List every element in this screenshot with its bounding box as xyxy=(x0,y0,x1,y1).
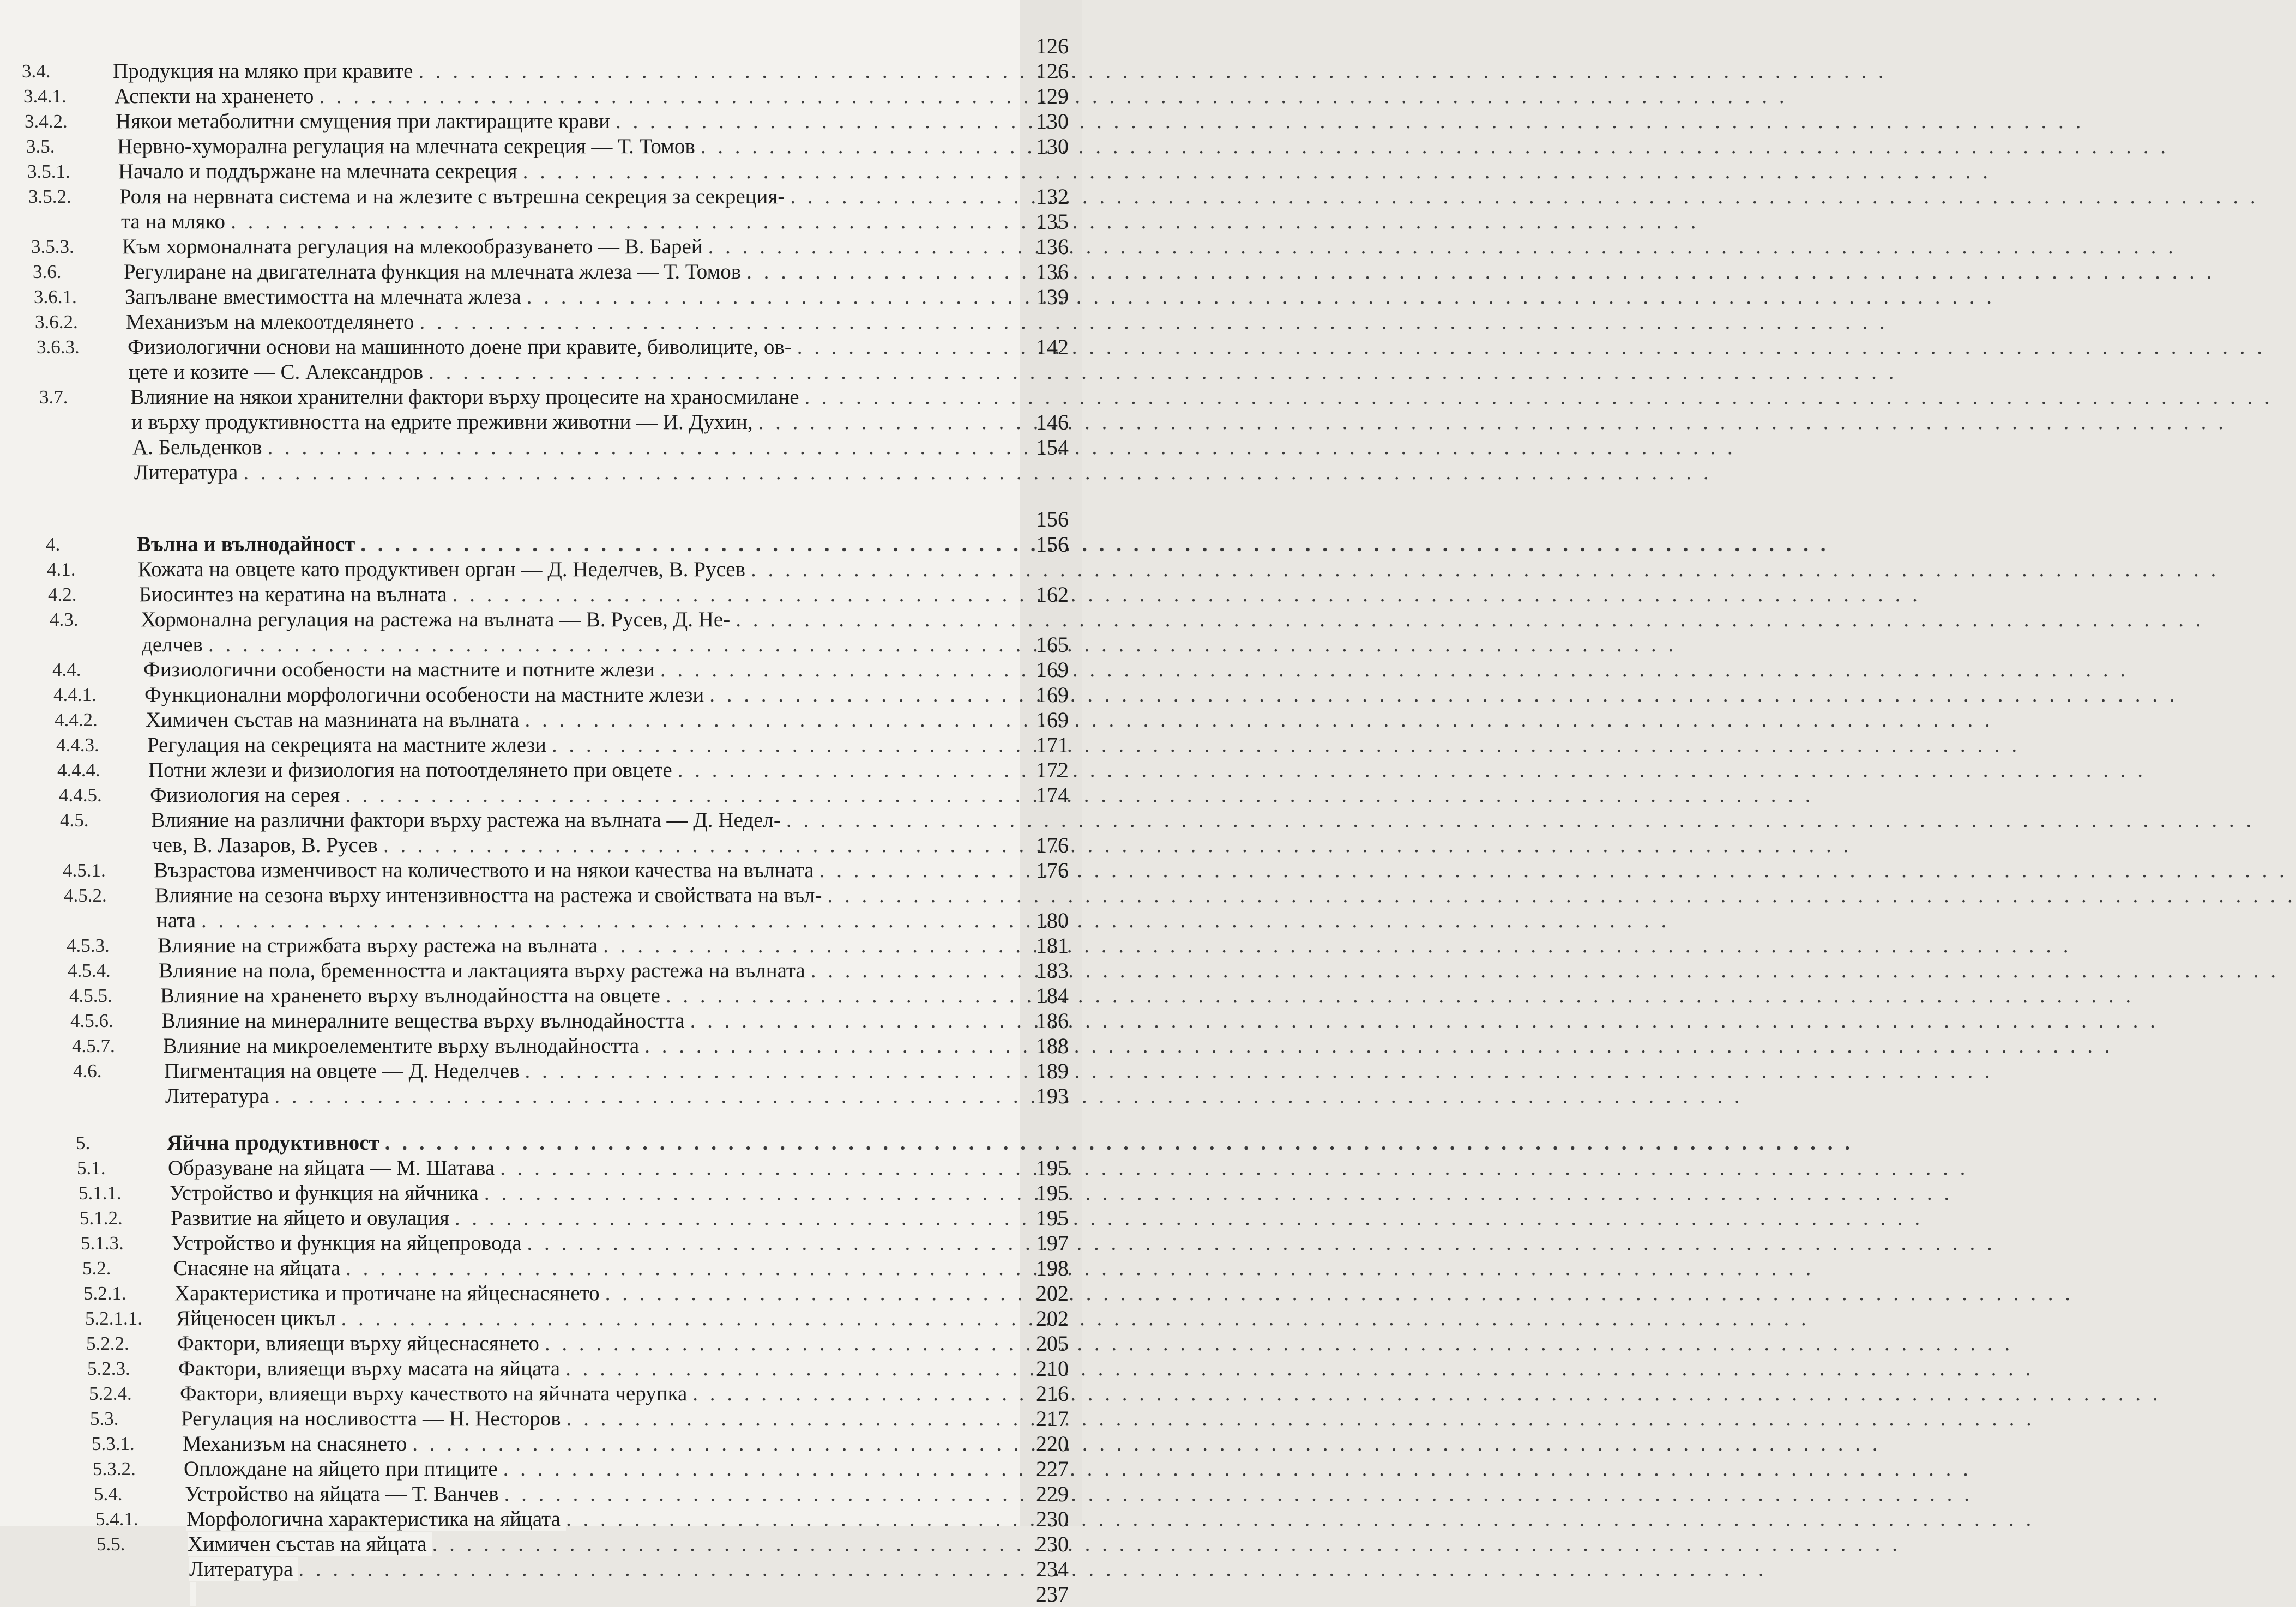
toc-entry xyxy=(0,908,1082,933)
toc-entry xyxy=(0,1356,1082,1381)
toc-entry-number: 5.5. xyxy=(97,1533,125,1555)
toc-entry-page: 169 xyxy=(1036,708,1069,732)
toc-entry-page: 234 xyxy=(1036,1557,1069,1581)
toc-entry-page: 169 xyxy=(1036,682,1069,707)
toc-entry-title xyxy=(122,234,1022,259)
toc-entry-title-text: Снасяне на яйцата xyxy=(173,1256,346,1280)
toc-entry-number: 4.5.2. xyxy=(64,885,107,906)
toc-entry-title xyxy=(118,159,1022,184)
toc-entry-number: 5.3.2. xyxy=(93,1458,136,1479)
toc-entry-page: 230 xyxy=(1036,1532,1069,1556)
toc-entry-title-text: Биосинтез на кератина на вълната xyxy=(139,583,453,606)
toc-entry-page: 210 xyxy=(1036,1356,1069,1381)
toc-entry-number: 5.2.3. xyxy=(87,1358,130,1379)
toc-entry xyxy=(0,360,1082,385)
toc-entry xyxy=(0,1457,1082,1482)
toc-entry-title xyxy=(171,1206,1022,1231)
toc-entry-page: 230 xyxy=(1036,1507,1069,1531)
toc-entry-title-text: Химичен състав на мазнината на вълната xyxy=(146,708,525,732)
toc-entry-title xyxy=(185,1482,1022,1507)
toc-entry-number: 4.5.6. xyxy=(70,1010,113,1031)
toc-entry-title xyxy=(160,983,1022,1008)
toc-entry xyxy=(0,808,1082,833)
toc-entry-title xyxy=(129,360,1022,385)
toc-entry-title xyxy=(125,285,1022,310)
toc-entry-title-text: Физиология на серея xyxy=(150,783,345,807)
toc-entry-title xyxy=(112,34,1022,59)
toc-entry-page: 146 xyxy=(1036,410,1069,434)
toc-entry-title-text: А. Бельденков xyxy=(132,436,268,459)
toc-entry-page: 129 xyxy=(1036,84,1069,108)
toc-entry-number: 4.4.3. xyxy=(56,734,99,756)
toc-entry-number: 5.2. xyxy=(82,1258,111,1279)
toc-entry xyxy=(0,1281,1082,1306)
toc-entry-number: 5.3.1. xyxy=(92,1433,135,1454)
toc-entry-title xyxy=(177,1331,1022,1356)
toc-entry xyxy=(0,310,1082,335)
toc-entry-title-text: Яйценосен цикъл xyxy=(176,1307,341,1330)
toc-entry-title xyxy=(117,134,1022,159)
toc-entry-page: 217 xyxy=(1036,1406,1069,1431)
toc-entry xyxy=(0,1231,1082,1256)
toc-entry xyxy=(0,958,1082,983)
toc-entry-title-text: Развитие на яйцето и овулация xyxy=(171,1206,455,1230)
toc-entry-title-text: Нервно-хуморална регулация на млечната секреция — Т. Томов xyxy=(117,135,701,158)
toc-entry-page: 216 xyxy=(1036,1381,1069,1406)
toc-entry-title xyxy=(116,109,1022,134)
toc-entry-title xyxy=(154,858,1022,883)
toc-entry-title xyxy=(139,582,1022,607)
toc-entry xyxy=(0,1156,1082,1181)
toc-entry-page: 197 xyxy=(1036,1231,1069,1255)
toc-entry-number: 3.5. xyxy=(26,136,55,157)
toc-entry-number: 4.5. xyxy=(60,809,89,831)
toc-entry-page: 198 xyxy=(1036,1256,1069,1280)
toc-entry-title-text: Физиологични основи на машинното доене при кравите, биволиците, ов- xyxy=(128,335,797,359)
toc-entry-title-text: Характеристика и протичане на яйцеснасянето xyxy=(174,1282,605,1305)
toc-entry-number: 3.4.2. xyxy=(25,111,68,132)
toc-entry-title xyxy=(183,1431,1022,1457)
toc-entry xyxy=(0,385,1082,410)
toc-entry-page: 186 xyxy=(1036,1008,1069,1033)
toc-entry xyxy=(0,410,1082,435)
toc-entry-title xyxy=(176,1306,1022,1331)
toc-entry xyxy=(0,1206,1082,1231)
toc-entry-title xyxy=(148,758,1022,783)
toc-entry xyxy=(0,84,1082,109)
toc-entry-number: 4.5.4. xyxy=(68,960,111,981)
toc-entry-number: 3.4. xyxy=(22,61,51,82)
toc-entry xyxy=(0,259,1082,285)
toc-entry-number: 3.6.2. xyxy=(35,311,78,333)
toc-entry-title xyxy=(143,657,1022,682)
toc-entry xyxy=(0,1431,1082,1457)
toc-entry-title-text: делчев xyxy=(142,633,208,656)
toc-entry-title xyxy=(138,557,1022,582)
toc-entry xyxy=(0,1532,1082,1557)
toc-entry xyxy=(0,460,1082,485)
toc-entry xyxy=(0,933,1082,958)
toc-entry-title-text: и върху продуктивността на едрите преживни животни — И. Духин, xyxy=(131,410,758,434)
toc-entry-title-text: чев, В. Лазаров, В. Русев xyxy=(152,833,383,857)
toc-entry-number: 5.4. xyxy=(94,1483,123,1505)
toc-entry-page: 195 xyxy=(1036,1206,1069,1230)
toc-entry xyxy=(0,858,1082,883)
toc-entry-title xyxy=(151,808,1022,833)
toc-entry-title xyxy=(173,1256,1022,1281)
toc-entry xyxy=(0,607,1082,632)
toc-entry-title xyxy=(172,1231,1022,1256)
toc-entry xyxy=(0,335,1082,360)
toc-entry-page: 139 xyxy=(1036,285,1069,309)
toc-entry-title xyxy=(167,1131,1022,1156)
toc-entry xyxy=(0,1084,1082,1109)
toc-entry-title-text: Фактори, влияещи върху качеството на яйчната черупка xyxy=(180,1382,692,1405)
toc-entry-page: 162 xyxy=(1036,582,1069,607)
toc-entry xyxy=(0,1034,1082,1059)
toc-entry xyxy=(0,159,1082,184)
toc-entry xyxy=(0,435,1082,460)
toc-entry-page: 183 xyxy=(1036,958,1069,983)
toc-entry xyxy=(0,708,1082,733)
toc-entry-title-text: Химичен състав на яйцата xyxy=(188,1532,432,1556)
toc-entry-page: 165 xyxy=(1036,632,1069,657)
toc-entry-title-text: Роля на нервната система и на жлезите с вътрешна секреция за секреция- xyxy=(119,185,790,208)
toc-entry-page: 202 xyxy=(1036,1306,1069,1331)
toc-entry-page: 181 xyxy=(1036,933,1069,958)
toc-entry-page: 130 xyxy=(1036,109,1069,134)
toc-entry-number: 3.5.1. xyxy=(27,161,70,182)
toc-entry-title xyxy=(155,883,1022,908)
toc-entry-title xyxy=(164,1059,1022,1084)
toc-entry-title xyxy=(121,209,1022,234)
toc-entry-number: 4.3. xyxy=(50,609,79,630)
toc-entry-number: 5.2.1. xyxy=(83,1283,126,1304)
toc-entry-title-text xyxy=(135,508,141,531)
toc-entry-title xyxy=(184,1457,1022,1482)
toc-entry-title-text: та на мляко xyxy=(121,210,231,233)
toc-entry xyxy=(0,1256,1082,1281)
toc-entry xyxy=(0,632,1082,657)
toc-entry xyxy=(0,883,1082,908)
toc-entry xyxy=(0,983,1082,1008)
toc-entry-page: 135 xyxy=(1036,209,1069,234)
toc-entry xyxy=(0,783,1082,808)
toc-entry-page: 184 xyxy=(1036,983,1069,1008)
toc-entry-number: 5.2.4. xyxy=(89,1383,132,1404)
toc-entry-title xyxy=(150,783,1022,808)
toc-entry-title-text xyxy=(190,1582,196,1606)
toc-entry-number: 5.4.1. xyxy=(95,1508,138,1530)
toc-entry-title xyxy=(161,1008,1022,1034)
toc-entry-number: 4.5.5. xyxy=(69,985,112,1006)
toc-entry-title-text: Фактори, влияещи върху яйцеснасянето xyxy=(177,1332,545,1355)
toc-entry-title-text: Начало и поддържане на млечната секреция xyxy=(118,160,523,183)
toc-entry-title-text: Устройство на яйцата — Т. Ванчев xyxy=(185,1482,504,1506)
toc-entry-number: 5.2.1.1. xyxy=(85,1308,142,1329)
book-page xyxy=(0,0,1082,1606)
toc-entry-title xyxy=(147,733,1022,758)
toc-entry-number: 4.4.1. xyxy=(53,684,97,705)
toc-entry-page: 193 xyxy=(1036,1084,1069,1108)
toc-entry-page: 126 xyxy=(1036,34,1069,58)
toc-entry-number: 3.6. xyxy=(33,261,62,282)
toc-entry-page: 136 xyxy=(1036,234,1069,259)
toc-entry-page: 189 xyxy=(1036,1059,1069,1083)
toc-entry-number: 5.2.2. xyxy=(86,1333,129,1354)
toc-entry-title xyxy=(124,259,1022,285)
toc-entry-page: 195 xyxy=(1036,1156,1069,1180)
toc-entry-title xyxy=(134,460,1022,485)
toc-entry-number: 4.2. xyxy=(48,584,77,605)
toc-entry xyxy=(0,184,1082,209)
toc-entry-title xyxy=(159,958,1022,983)
toc-entry-title xyxy=(170,1181,1022,1206)
toc-entry-title-text: Възрастова изменчивост на количеството и на някои качества на вълната xyxy=(154,859,819,882)
toc-entry-title-text: Към хормоналната регулация на млекообразуването — В. Барей xyxy=(122,235,708,258)
toc-entry-title-text: Регулиране на двигателната функция на млечната жлеза — Т. Томов xyxy=(124,260,746,283)
toc-entry-number: 5. xyxy=(76,1132,91,1153)
toc-entry-title-text: Вълна и вълнодайност xyxy=(137,533,360,556)
toc-entry-page: 171 xyxy=(1036,733,1069,757)
toc-entry-title-text: Устройство и функция на яйчника xyxy=(170,1181,484,1205)
toc-entry-number: 5.1. xyxy=(77,1157,106,1179)
toc-entry xyxy=(0,109,1082,134)
toc-entry-title xyxy=(152,833,1022,858)
toc-entry-title-text: Влияние на сезона върху интензивността на растежа и свойствата на въл- xyxy=(155,884,828,907)
toc-entry-title xyxy=(190,1582,1022,1607)
toc-entry-title xyxy=(163,1034,1022,1059)
toc-entry xyxy=(0,134,1082,159)
toc-entry xyxy=(0,1059,1082,1084)
toc-entry-page: 126 xyxy=(1036,59,1069,83)
toc-entry xyxy=(0,557,1082,582)
toc-entry-number: 5.1.2. xyxy=(80,1207,123,1229)
toc-entry-title-text: Аспекти на храненето xyxy=(115,84,319,108)
toc-entry-page: 227 xyxy=(1036,1457,1069,1481)
toc-entry-title-text: Влияние на стрижбата върху растежа на вълната xyxy=(158,934,603,957)
toc-entry-title-text: Запълване вместимостта на млечната жлеза xyxy=(125,285,527,309)
toc-entry-title xyxy=(174,1281,1022,1306)
toc-entry-number: 5.3. xyxy=(90,1408,119,1429)
toc-entry xyxy=(0,532,1082,557)
toc-entry-title xyxy=(126,310,1022,335)
toc-entry xyxy=(0,1181,1082,1206)
toc-entry-page: 156 xyxy=(1036,532,1069,557)
toc-entry xyxy=(0,758,1082,783)
toc-entry-title-text: Регулация на секрецията на мастните жлези xyxy=(147,733,552,757)
toc-entry-title xyxy=(189,1557,1022,1582)
toc-entry xyxy=(0,1557,1082,1582)
toc-entry-title-text: Устройство и функция на яйцепровода xyxy=(172,1231,527,1255)
toc-entry-page: 136 xyxy=(1036,259,1069,284)
toc-entry-page: 142 xyxy=(1036,335,1069,359)
toc-entry-page: 169 xyxy=(1036,657,1069,682)
toc-entry-number: 4.1. xyxy=(47,559,76,580)
toc-entry-title xyxy=(128,335,1022,360)
toc-entry xyxy=(0,1507,1082,1532)
toc-entry-title-text: Фактори, влияещи върху масата на яйцата xyxy=(178,1357,565,1380)
toc-entry-title xyxy=(178,1356,1022,1381)
toc-entry xyxy=(0,657,1082,682)
toc-entry-page: 229 xyxy=(1036,1482,1069,1506)
toc-entry xyxy=(0,1306,1082,1331)
toc-entry-title xyxy=(156,908,1022,933)
toc-entry-title xyxy=(132,435,1022,460)
toc-entry-title-text: Влияние на микроелементите върху вълнодайността xyxy=(163,1034,644,1058)
table-of-contents xyxy=(0,0,1082,1606)
toc-entry-page: 202 xyxy=(1036,1281,1069,1306)
toc-entry xyxy=(0,209,1082,234)
toc-entry xyxy=(0,1482,1082,1507)
toc-entry-title-text: Механизъм на снасянето xyxy=(183,1432,412,1455)
toc-entry-number: 4. xyxy=(46,534,61,555)
toc-entry-number: 5.1.3. xyxy=(81,1233,124,1254)
toc-entry-title xyxy=(158,933,1022,958)
toc-entry-page: 195 xyxy=(1036,1181,1069,1205)
toc-entry-title-text: Функционални морфологични особености на мастните жлези xyxy=(144,683,709,706)
toc-entry-title xyxy=(119,184,1022,209)
toc-entry-number: 5.1.1. xyxy=(79,1182,122,1204)
toc-entry-title-text: Влияние на някои хранителни фактори върху процесите на храносмилане xyxy=(130,385,805,409)
toc-entry-number: 3.5.2. xyxy=(28,186,71,207)
toc-entry-number: 4.4.5. xyxy=(59,784,102,806)
toc-entry-title xyxy=(142,632,1022,657)
toc-entry-title-text: цете и козите — С. Александров xyxy=(129,360,429,384)
toc-entry-page: 176 xyxy=(1036,858,1069,883)
toc-entry xyxy=(0,34,1082,59)
toc-entry-title-text: Литература xyxy=(134,461,243,484)
toc-entry-number: 4.4. xyxy=(52,659,81,680)
toc-entry-number: 4.5.7. xyxy=(72,1035,115,1056)
toc-entry-title-text: Влияние на пола, бременността и лактацията върху растежа на вълната xyxy=(159,959,811,982)
toc-entry-title-text: Регулация на носливостта — Н. Несторов xyxy=(181,1407,567,1430)
toc-entry xyxy=(0,833,1082,858)
toc-entry xyxy=(0,1582,1082,1607)
toc-entry-title-text: ната xyxy=(156,909,201,932)
toc-entry-page: 237 xyxy=(1036,1582,1069,1606)
toc-entry-title xyxy=(188,1532,1022,1557)
toc-entry-title xyxy=(144,682,1022,708)
toc-entry-title-text: Физиологични особености на мастните и потните жлези xyxy=(143,658,660,681)
toc-entry-title xyxy=(146,708,1022,733)
toc-entry xyxy=(0,1331,1082,1356)
toc-entry-title-text: Морфологична характеристика на яйцата xyxy=(186,1507,566,1531)
toc-entry xyxy=(0,682,1082,708)
toc-entry-page: 176 xyxy=(1036,833,1069,857)
toc-entry-title-text: Пигментация на овцете — Д. Неделчев xyxy=(164,1059,525,1083)
toc-entry-page: 130 xyxy=(1036,134,1069,159)
toc-entry-number: 4.4.4. xyxy=(57,759,100,781)
toc-entry-title-text: Литература xyxy=(165,1084,274,1108)
toc-entry-number: 3.4.1. xyxy=(23,86,67,107)
toc-entry-page: 174 xyxy=(1036,783,1069,807)
toc-entry xyxy=(0,1131,1082,1156)
toc-entry-page: 154 xyxy=(1036,435,1069,460)
toc-entry-title xyxy=(130,385,1022,410)
toc-entry-title-text: Някои метаболитни смущения при лактиращите крави xyxy=(116,110,616,133)
toc-entry xyxy=(0,1008,1082,1034)
toc-entry-title-text: Литература xyxy=(189,1557,298,1581)
toc-entry-title-text xyxy=(112,34,117,58)
toc-entry-page: 156 xyxy=(1036,507,1069,531)
toc-entry-title xyxy=(168,1156,1022,1181)
toc-entry-page: 188 xyxy=(1036,1034,1069,1058)
toc-entry xyxy=(0,1406,1082,1431)
toc-entry xyxy=(0,733,1082,758)
toc-entry-title xyxy=(186,1507,1022,1532)
toc-entry-page: 172 xyxy=(1036,758,1069,782)
toc-entry-title xyxy=(181,1406,1022,1431)
toc-entry xyxy=(0,59,1082,84)
toc-entry-title xyxy=(165,1084,1022,1109)
toc-entry-number: 4.4.2. xyxy=(55,709,98,730)
toc-entry-number: 3.6.1. xyxy=(34,286,77,307)
toc-entry-title xyxy=(137,532,1022,557)
toc-entry-title-text: Механизъм на млекоотделянето xyxy=(126,310,419,334)
toc-entry-title xyxy=(115,84,1022,109)
toc-entry-title xyxy=(113,59,1022,84)
toc-entry-number: 4.5.3. xyxy=(67,935,110,956)
toc-entry-title xyxy=(141,607,1022,632)
toc-entry-title-text: Влияние на храненето върху вълнодайността на овцете xyxy=(160,984,666,1007)
toc-entry xyxy=(0,1381,1082,1406)
toc-entry-number: 3.6.3. xyxy=(37,336,80,358)
toc-entry-page: 205 xyxy=(1036,1331,1069,1356)
toc-entry-number: 4.5.1. xyxy=(63,860,106,881)
toc-entry-title xyxy=(135,507,1022,532)
toc-entry-title-text: Образуване на яйцата — М. Шатава xyxy=(168,1156,500,1180)
toc-entry-title-text: Яйчна продуктивност xyxy=(167,1131,385,1155)
toc-entry xyxy=(0,234,1082,259)
toc-entry-title-text: Продукция на мляко при кравите xyxy=(113,59,418,83)
toc-entry-title xyxy=(131,410,1022,435)
toc-entry xyxy=(0,507,1082,532)
toc-entry-number: 3.5.3. xyxy=(31,236,74,257)
toc-entry-page: 180 xyxy=(1036,908,1069,933)
toc-entry-title-text: Влияние на минералните вещества върху вълнодайността xyxy=(161,1009,690,1032)
toc-entry xyxy=(0,582,1082,607)
toc-entry-title-text: Оплождане на яйцето при птиците xyxy=(184,1457,503,1481)
toc-entry-title xyxy=(180,1381,1022,1406)
toc-entry-title-text: Кожата на овцете като продуктивен орган — Д. Неделчев, В. Русев xyxy=(138,558,751,581)
toc-entry-title-text: Влияние на различни фактори върху растежа на вълната — Д. Недел- xyxy=(151,808,786,832)
toc-entry-title-text: Хормонална регулация на растежа на вълната — В. Русев, Д. Не- xyxy=(141,608,736,631)
toc-entry-title-text: Потни жлези и физиология на потоотделянето при овцете xyxy=(148,758,678,782)
toc-entry-page: 220 xyxy=(1036,1431,1069,1456)
toc-entry-page: 132 xyxy=(1036,184,1069,209)
toc-entry-number: 4.6. xyxy=(73,1060,102,1082)
toc-entry xyxy=(0,285,1082,310)
toc-entry-number: 3.7. xyxy=(39,386,68,408)
